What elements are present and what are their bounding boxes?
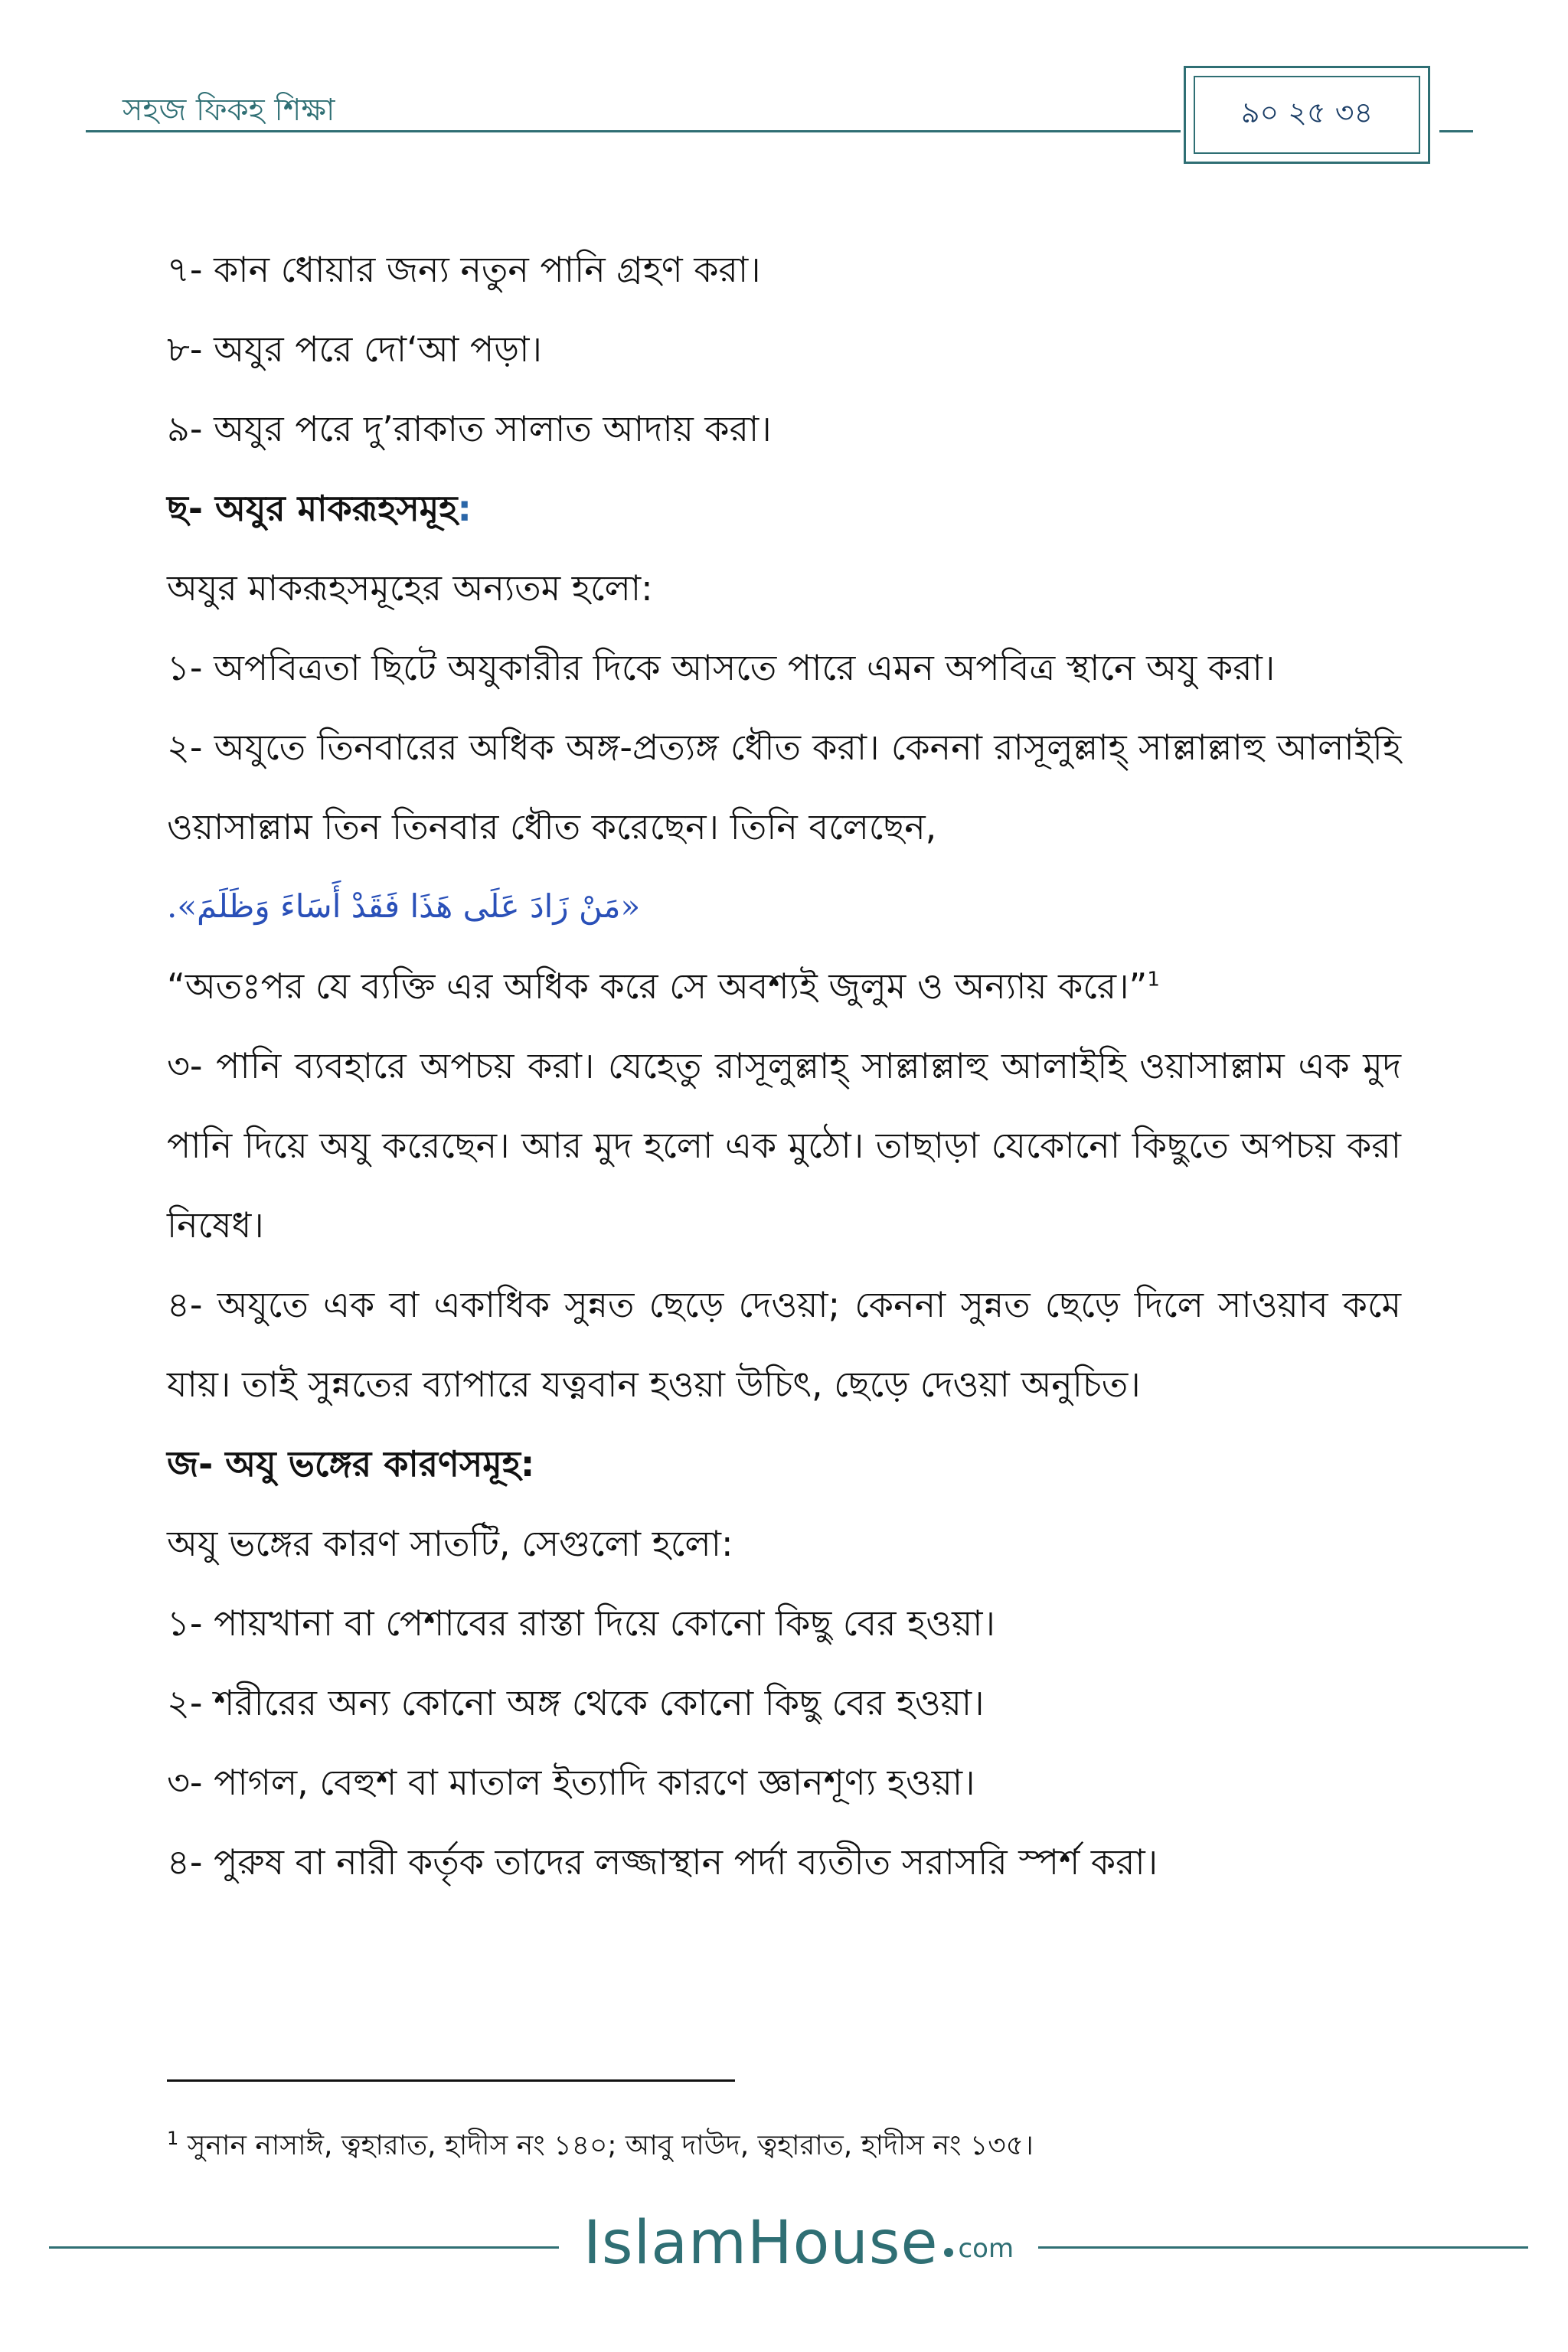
brand-name: IslamHouse	[583, 2209, 939, 2278]
footer-rule-left	[49, 2246, 559, 2249]
page-number-box	[1184, 66, 1430, 164]
footer-logo[interactable]	[559, 2205, 1038, 2282]
footer-rule-right	[1038, 2246, 1528, 2249]
list-item: ২- শরীরের অন্য কোনো অঙ্গ থেকে কোনো কিছু বের হওয়া।	[167, 1682, 985, 1723]
list-item: ৭- কান ধোয়ার জন্য নতুন পানি গ্রহণ করা।	[167, 249, 761, 290]
list-item: ৩- পানি ব্যবহারে অপচয় করা। যেহেতু রাসূলুল্লাহ্ সাল্লাল্লাহু আলাইহি ওয়াসাল্লাম এক মুদ পানি দিয়ে অযু করেছেন। আর মুদ হলো এক মুঠো। তাছাড়া যেকোনো কিছুতে অপচয় করা নিষেধ।	[167, 1045, 1401, 1246]
section-heading-cha	[167, 469, 1401, 548]
header-title: সহজ ফিকহ শিক্ষা	[122, 93, 335, 128]
section-intro: অযু ভঙ্গের কারণ সাতটি, সেগুলো হলো:	[167, 1523, 733, 1564]
section-heading-ja: জ- অযু ভঙ্গের কারণসমূহ:	[167, 1443, 535, 1485]
arabic-hadith-quote: «مَنْ زَادَ عَلَى هَذَا فَقَدْ أَسَاءَ وَظَلَمَ».	[167, 887, 641, 925]
footnote-text: সুনান নাসাঈ, ত্বহারাত, হাদীস নং ১৪০; আবু দাউদ, ত্বহারাত, হাদীস নং ১৩৫।	[187, 2130, 1034, 2161]
footnote-marker: 1	[167, 2128, 179, 2149]
section-heading-colon: :	[457, 488, 472, 529]
list-item: ১- অপবিত্রতা ছিটে অযুকারীর দিকে আসতে পারে এমন অপবিত্র স্থানে অযু করা।	[167, 647, 1276, 688]
footnote-rule	[167, 2079, 735, 2082]
footnote	[167, 2125, 1401, 2167]
list-item: ১- পায়খানা বা পেশাবের রাস্তা দিয়ে কোনো কিছু বের হওয়া।	[167, 1602, 995, 1644]
section-heading-text: ছ- অযুর মাকরূহসমূহ	[167, 488, 458, 529]
page-number: ৯০ ২৫ ৩৪	[1194, 76, 1420, 154]
hadith-translation	[167, 946, 1401, 1026]
page-body	[167, 230, 1401, 1902]
list-item: ২- অযুতে তিনবারের অধিক অঙ্গ-প্রত্যঙ্গ ধৌত করা। কেননা রাসূলুল্লাহ্ সাল্লাল্লাহু আলাইহি ওয়াসাল্লাম তিন তিনবার ধৌত করেছেন। তিনি বলেছেন,	[167, 727, 1401, 848]
list-item: ৪- অযুতে এক বা একাধিক সুন্নত ছেড়ে দেওয়া; কেননা সুন্নত ছেড়ে দিলে সাওয়াব কমে যায়। তাই সুন্নতের ব্যাপারে যত্নবান হওয়া উচিৎ, ছেড়ে দেওয়া অনুচিত।	[167, 1284, 1401, 1405]
translation-text: “অতঃপর যে ব্যক্তি এর অধিক করে সে অবশ্যই জুলুম ও অন্যায় করে।”	[167, 965, 1148, 1007]
section-intro: অযুর মাকরূহসমূহের অন্যতম হলো:	[167, 567, 653, 609]
list-item: ৯- অযুর পরে দু’রাকাত সালাত আদায় করা।	[167, 408, 772, 449]
header-rule	[86, 130, 1181, 132]
footnote-reference[interactable]: 1	[1147, 968, 1160, 991]
list-item: ৮- অযুর পরে দো‘আ পড়া।	[167, 328, 542, 370]
list-item: ৩- পাগল, বেহুশ বা মাতাল ইত্যাদি কারণে জ্ঞানশূণ্য হওয়া।	[167, 1762, 975, 1803]
brand-tld: com	[958, 2233, 1014, 2264]
list-item: ৪- পুরুষ বা নারী কর্তৃক তাদের লজ্জাস্থান পর্দা ব্যতীত সরাসরি স্পর্শ করা।	[167, 1841, 1158, 1883]
header-rule-right	[1439, 130, 1473, 132]
brand-dot-icon	[944, 2248, 953, 2257]
